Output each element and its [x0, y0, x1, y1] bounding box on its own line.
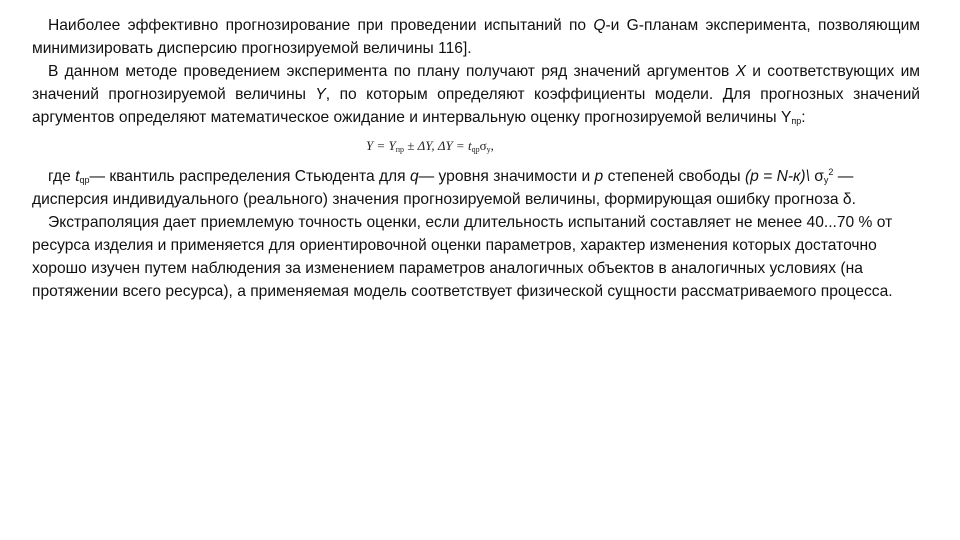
sigma-symbol: σ — [814, 168, 824, 185]
formula-row — [32, 129, 920, 165]
sigma-superscript: 2 — [828, 167, 834, 177]
paragraph-definitions — [32, 165, 920, 211]
t-qp-subscript: qp — [79, 175, 90, 185]
paragraph-method — [32, 60, 920, 129]
p2-text-mid: и соответствующих им значений прогнозируемой величины — [32, 63, 920, 103]
p-symbol: p — [594, 168, 604, 185]
formula-sub-pr: пр — [395, 145, 405, 154]
p3-significance-text: — уровня значимости и — [418, 168, 595, 185]
paragraph-extrapolation: Экстраполяция дает приемлемую точность оценки, если длительность испытаний составляет не менее 40...70 % от ресурса изделия и применяется для ориентировочной оценки параметров, характер изменения которых достаточно хорошо изучен путем наблюдения за изменением параметров аналогичных объектов в аналогичных условиях (на протяжении всего ресурса), а применяемая модель соответствует физической сущности рассматриваемого процесса. — [32, 214, 893, 300]
formula-part-b: ± ΔY, ΔY = t — [404, 138, 472, 153]
y-symbol: Y — [315, 86, 326, 103]
formula-sub-y: y — [486, 145, 491, 154]
paragraph-forecasting-plans — [32, 14, 920, 60]
text-body — [32, 14, 920, 303]
p2-text-start: В данном методе проведением эксперимента по плану получают ряд значений аргументов — [48, 63, 736, 80]
formula-part-a: Y = Y — [366, 138, 396, 153]
formula-sigma: σ — [479, 138, 487, 153]
formula-sub-qp: qp — [471, 145, 480, 154]
p1-text-start: Наиболее эффективно прогнозирование при проведении испытаний по — [48, 17, 594, 34]
q-symbol: Q — [593, 17, 606, 34]
q-level-symbol: q — [409, 168, 419, 185]
formula-comma: , — [490, 138, 494, 153]
p1-text-end: -и G-планам эксперимента, позволяющим минимизировать дисперсию прогнозируемой величины 116]. — [32, 17, 921, 57]
y-pr-subscript: пр — [791, 116, 802, 126]
p2-colon: : — [801, 109, 806, 126]
t-symbol: t — [75, 168, 80, 185]
x-symbol: X — [735, 63, 746, 80]
p3-where: где — [48, 168, 76, 185]
p3-freedom-text: степеней свободы — [603, 168, 745, 185]
p3-variance-text: — дисперсия индивидуального (реального) значения прогнозируемой величины, формирующая ошибку прогноза δ. — [32, 168, 856, 208]
p2-text-rest: , по которым определяют коэффициенты модели. Для прогнозных значений аргументов определяют математическое ожидание и интервальную оценку прогнозируемой величины Y — [32, 86, 920, 126]
p3-quantile-text: — квантиль распределения Стьюдента для — [89, 168, 410, 185]
sigma-subscript: y — [823, 175, 829, 185]
p-equals-expression: (p = N-к)\ — [744, 168, 815, 185]
forecast-formula — [366, 134, 494, 157]
